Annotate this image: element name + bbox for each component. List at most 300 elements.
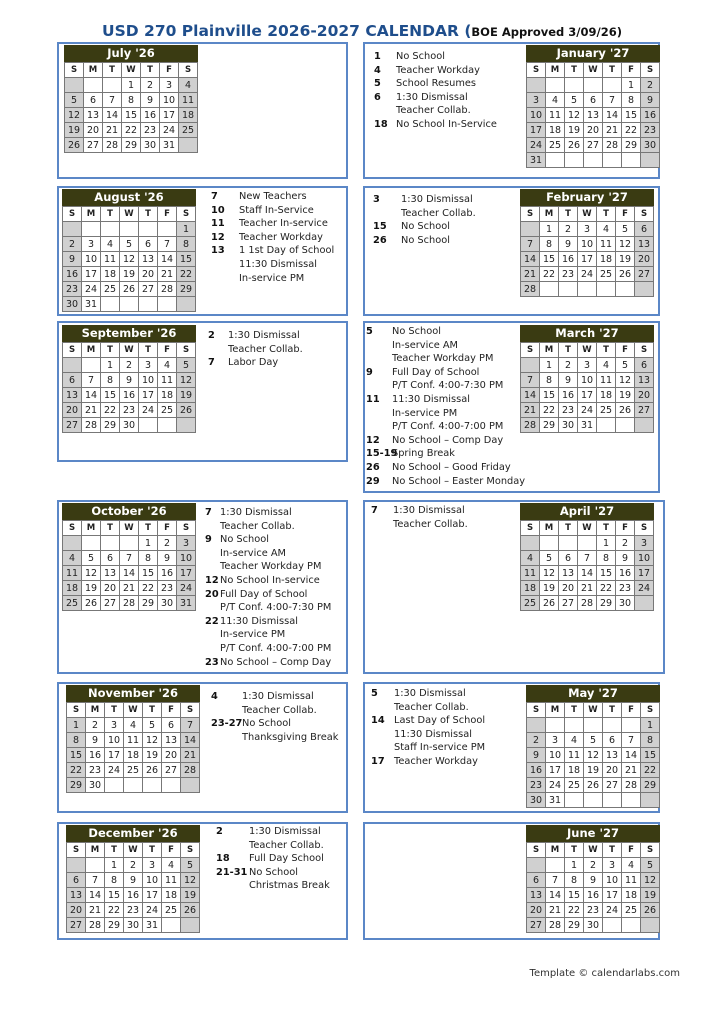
- day-cell: 21: [603, 123, 622, 138]
- note-text: Christmas Break: [249, 880, 330, 892]
- day-cell: 2: [559, 222, 578, 237]
- day-cell: 20: [603, 763, 622, 778]
- day-cell: 22: [122, 123, 141, 138]
- day-cell: 18: [546, 123, 565, 138]
- calendar-jan27: [526, 45, 660, 168]
- day-cell: 5: [584, 733, 603, 748]
- weekday-header: S: [521, 207, 540, 222]
- note-text: Staff In-Service: [239, 204, 314, 216]
- day-cell: 3: [139, 358, 158, 373]
- empty-day-cell: [603, 793, 622, 808]
- calendar-jun27: [526, 825, 660, 933]
- weekday-header: M: [540, 207, 559, 222]
- note-date: [374, 104, 396, 118]
- day-cell: 29: [540, 418, 559, 433]
- day-cell: 8: [177, 237, 196, 252]
- month-title: January '27: [526, 45, 660, 62]
- empty-day-cell: [521, 536, 540, 551]
- day-cell: 2: [616, 536, 635, 551]
- note-line: [208, 343, 303, 357]
- empty-day-cell: [177, 297, 196, 312]
- note-text: Teacher In-service: [239, 218, 328, 230]
- day-cell: 5: [65, 93, 84, 108]
- day-cell: 14: [603, 108, 622, 123]
- calendar-may27: [526, 685, 660, 808]
- day-cell: 24: [177, 581, 196, 596]
- note-text: 1:30 Dismissal: [220, 507, 292, 518]
- note-date: 26: [366, 461, 380, 473]
- calendar-dec26: [66, 825, 200, 933]
- day-cell: 25: [179, 123, 198, 138]
- day-cell: 14: [86, 888, 105, 903]
- empty-day-cell: [565, 153, 584, 168]
- day-cell: 28: [181, 763, 200, 778]
- note-text: Teacher Collab.: [393, 518, 468, 530]
- day-cell: 23: [616, 581, 635, 596]
- day-cell: 17: [143, 888, 162, 903]
- empty-day-cell: [597, 282, 616, 297]
- empty-day-cell: [84, 78, 103, 93]
- note-text: Full Day of School: [220, 588, 308, 600]
- day-cell: 30: [124, 918, 143, 933]
- day-cell: 11: [597, 237, 616, 252]
- day-cell: 3: [105, 718, 124, 733]
- note-date: 7: [205, 507, 212, 518]
- empty-day-cell: [565, 718, 584, 733]
- day-cell: 9: [158, 551, 177, 566]
- day-cell: 20: [63, 403, 82, 418]
- empty-day-cell: [559, 282, 578, 297]
- note-text: Teacher Collab.: [394, 701, 469, 713]
- note-text: No School: [396, 51, 445, 62]
- day-cell: 29: [597, 596, 616, 611]
- note-line: [211, 717, 338, 731]
- day-cell: 26: [177, 403, 196, 418]
- day-cell: 12: [641, 873, 660, 888]
- day-cell: 12: [143, 733, 162, 748]
- weekday-header: M: [86, 703, 105, 718]
- note-date: 18: [374, 118, 388, 130]
- note-text: Labor Day: [228, 357, 279, 369]
- weekday-header: T: [101, 343, 120, 358]
- day-cell: 8: [597, 551, 616, 566]
- day-cell: 10: [160, 93, 179, 108]
- day-cell: 27: [101, 596, 120, 611]
- day-cell: 9: [63, 252, 82, 267]
- note-date: [205, 560, 220, 574]
- empty-day-cell: [540, 282, 559, 297]
- day-cell: 24: [139, 403, 158, 418]
- empty-day-cell: [546, 718, 565, 733]
- note-line: [205, 574, 331, 588]
- day-cell: 7: [622, 733, 641, 748]
- day-cell: 21: [103, 123, 122, 138]
- day-cell: 7: [181, 718, 200, 733]
- weekday-header: W: [124, 843, 143, 858]
- weekday-header: T: [559, 207, 578, 222]
- note-line: [366, 366, 525, 380]
- empty-day-cell: [565, 793, 584, 808]
- empty-day-cell: [181, 778, 200, 793]
- note-line: [366, 434, 525, 448]
- empty-day-cell: [101, 297, 120, 312]
- day-cell: 27: [527, 918, 546, 933]
- day-cell: 14: [181, 733, 200, 748]
- day-cell: 13: [84, 108, 103, 123]
- note-date: 20: [205, 588, 219, 600]
- empty-day-cell: [622, 793, 641, 808]
- day-cell: 4: [63, 551, 82, 566]
- day-cell: 9: [120, 373, 139, 388]
- day-cell: 25: [565, 778, 584, 793]
- note-date: [216, 839, 249, 853]
- note-date: 11: [211, 218, 225, 230]
- month-title: April '27: [520, 503, 654, 520]
- note-line: [366, 447, 525, 461]
- day-cell: 22: [622, 123, 641, 138]
- empty-day-cell: [124, 778, 143, 793]
- day-cell: 12: [616, 373, 635, 388]
- day-cell: 25: [124, 763, 143, 778]
- day-cell: 27: [67, 918, 86, 933]
- note-line: [373, 207, 476, 221]
- note-text: Staff In-service PM: [394, 742, 486, 754]
- day-cell: 24: [546, 778, 565, 793]
- day-cell: 16: [559, 252, 578, 267]
- day-cell: 23: [124, 903, 143, 918]
- day-cell: 2: [124, 858, 143, 873]
- note-text: In-service PM: [239, 272, 305, 284]
- note-date: [211, 258, 239, 272]
- empty-day-cell: [65, 78, 84, 93]
- note-line: [211, 731, 338, 745]
- day-cell: 6: [139, 237, 158, 252]
- note-date: [371, 728, 394, 742]
- day-cell: 16: [616, 566, 635, 581]
- note-line: [371, 714, 485, 728]
- note-date: 23: [205, 656, 219, 668]
- day-cell: 14: [546, 888, 565, 903]
- day-cell: 16: [158, 566, 177, 581]
- note-text: No School: [220, 534, 269, 546]
- note-text: No School In-service: [220, 574, 320, 586]
- empty-day-cell: [635, 596, 654, 611]
- weekday-header: M: [546, 63, 565, 78]
- note-text: Teacher Workday: [239, 231, 323, 243]
- weekday-header: W: [584, 843, 603, 858]
- day-cell: 31: [143, 918, 162, 933]
- note-text: In-service PM: [220, 629, 286, 641]
- day-cell: 7: [546, 873, 565, 888]
- note-line: [366, 379, 525, 393]
- calendar-mar27: [520, 325, 654, 433]
- weekday-header: W: [578, 521, 597, 536]
- day-cell: 16: [63, 267, 82, 282]
- weekday-header: T: [141, 63, 160, 78]
- day-cell: 9: [641, 93, 660, 108]
- day-cell: 4: [622, 858, 641, 873]
- note-line: [211, 244, 334, 258]
- note-date: 23-27: [211, 718, 243, 730]
- day-cell: 12: [65, 108, 84, 123]
- day-cell: 16: [141, 108, 160, 123]
- empty-day-cell: [603, 718, 622, 733]
- day-cell: 26: [65, 138, 84, 153]
- day-cell: 20: [635, 252, 654, 267]
- note-text: No School In-Service: [396, 118, 497, 130]
- day-cell: 31: [527, 153, 546, 168]
- day-cell: 2: [527, 733, 546, 748]
- day-cell: 26: [82, 596, 101, 611]
- note-line: [205, 533, 331, 547]
- note-text: Teacher Collab.: [249, 839, 324, 851]
- note-line: [211, 204, 334, 218]
- day-cell: 7: [521, 373, 540, 388]
- day-cell: 8: [540, 237, 559, 252]
- weekday-header: T: [565, 703, 584, 718]
- note-date: [366, 379, 392, 393]
- day-cell: 10: [578, 237, 597, 252]
- day-cell: 17: [82, 267, 101, 282]
- empty-day-cell: [559, 536, 578, 551]
- day-cell: 22: [540, 403, 559, 418]
- empty-day-cell: [641, 153, 660, 168]
- day-cell: 23: [527, 778, 546, 793]
- empty-day-cell: [616, 282, 635, 297]
- weekday-header: S: [527, 703, 546, 718]
- day-cell: 30: [86, 778, 105, 793]
- empty-day-cell: [158, 297, 177, 312]
- day-cell: 17: [578, 388, 597, 403]
- note-text: 11:30 Dismissal: [394, 728, 472, 740]
- note-date: [211, 272, 239, 286]
- day-cell: 10: [546, 748, 565, 763]
- note-text: P/T Conf. 4:00-7:00 PM: [392, 421, 504, 433]
- note-line: [374, 104, 497, 118]
- day-cell: 27: [603, 778, 622, 793]
- empty-day-cell: [86, 858, 105, 873]
- note-line: [205, 506, 331, 520]
- day-cell: 17: [177, 566, 196, 581]
- day-cell: 18: [597, 388, 616, 403]
- month-grid: [64, 62, 198, 153]
- month-grid: [526, 842, 660, 933]
- empty-day-cell: [527, 858, 546, 873]
- day-cell: 25: [162, 903, 181, 918]
- day-cell: 24: [160, 123, 179, 138]
- weekday-header: F: [158, 521, 177, 536]
- weekday-header: S: [641, 63, 660, 78]
- day-cell: 5: [540, 551, 559, 566]
- day-cell: 31: [177, 596, 196, 611]
- note-text: Full Day School: [249, 853, 324, 865]
- day-cell: 15: [101, 388, 120, 403]
- empty-day-cell: [162, 918, 181, 933]
- day-cell: 3: [578, 358, 597, 373]
- note-date: [366, 352, 392, 366]
- note-line: [366, 461, 525, 475]
- day-cell: 18: [101, 267, 120, 282]
- note-date: 11: [366, 393, 380, 405]
- day-cell: 11: [597, 373, 616, 388]
- note-text: Last Day of School: [394, 715, 486, 727]
- day-cell: 10: [527, 108, 546, 123]
- note-date: 2: [216, 826, 223, 837]
- weekday-header: F: [158, 343, 177, 358]
- day-cell: 3: [546, 733, 565, 748]
- note-text: Teacher Collab.: [396, 105, 471, 117]
- day-cell: 30: [63, 297, 82, 312]
- note-line: [371, 687, 485, 701]
- note-date: [216, 879, 249, 893]
- day-cell: 9: [559, 237, 578, 252]
- note-text: 1:30 Dismissal: [393, 505, 465, 516]
- day-cell: 29: [622, 138, 641, 153]
- note-text: 11:30 Dismissal: [220, 615, 298, 627]
- day-cell: 3: [177, 536, 196, 551]
- day-cell: 17: [546, 763, 565, 778]
- day-cell: 3: [160, 78, 179, 93]
- note-line: [216, 879, 330, 893]
- note-line: [211, 231, 334, 245]
- note-date: [366, 420, 392, 434]
- empty-day-cell: [521, 222, 540, 237]
- day-cell: 24: [143, 903, 162, 918]
- day-cell: 5: [616, 358, 635, 373]
- empty-day-cell: [162, 778, 181, 793]
- note-text: Teacher Collab.: [220, 520, 295, 532]
- weekday-header: W: [120, 521, 139, 536]
- day-cell: 15: [67, 748, 86, 763]
- day-cell: 6: [63, 373, 82, 388]
- day-cell: 13: [162, 733, 181, 748]
- weekday-header: F: [616, 343, 635, 358]
- note-line: [211, 690, 338, 704]
- empty-day-cell: [578, 282, 597, 297]
- note-date: 3: [373, 194, 380, 205]
- calendar-jul26: [64, 45, 198, 153]
- empty-day-cell: [139, 418, 158, 433]
- note-date: 4: [374, 64, 381, 76]
- weekday-header: S: [635, 207, 654, 222]
- day-cell: 8: [67, 733, 86, 748]
- weekday-header: S: [181, 843, 200, 858]
- day-cell: 17: [527, 123, 546, 138]
- day-cell: 14: [103, 108, 122, 123]
- day-cell: 30: [527, 793, 546, 808]
- day-cell: 24: [603, 903, 622, 918]
- day-cell: 9: [559, 373, 578, 388]
- weekday-header: M: [84, 63, 103, 78]
- weekday-header: W: [584, 63, 603, 78]
- note-text: In-service PM: [392, 407, 458, 419]
- day-cell: 17: [105, 748, 124, 763]
- day-cell: 19: [616, 252, 635, 267]
- title-main: USD 270 Plainville 2026-2027 CALENDAR (: [102, 22, 472, 40]
- weekday-header: T: [105, 703, 124, 718]
- weekday-header: F: [616, 521, 635, 536]
- note-line: [366, 352, 525, 366]
- weekday-header: S: [521, 343, 540, 358]
- day-cell: 14: [521, 252, 540, 267]
- note-line: [211, 704, 338, 718]
- day-cell: 22: [565, 903, 584, 918]
- day-cell: 21: [546, 903, 565, 918]
- page-title: [0, 22, 724, 40]
- month-grid: [62, 342, 196, 433]
- note-text: Spring Break: [392, 448, 455, 460]
- day-cell: 5: [120, 237, 139, 252]
- day-cell: 8: [565, 873, 584, 888]
- day-cell: 24: [82, 282, 101, 297]
- empty-day-cell: [603, 153, 622, 168]
- weekday-header: T: [101, 521, 120, 536]
- weekday-header: S: [641, 843, 660, 858]
- note-text: No School: [392, 326, 441, 337]
- day-cell: 21: [158, 267, 177, 282]
- day-cell: 13: [603, 748, 622, 763]
- day-cell: 9: [616, 551, 635, 566]
- weekday-header: W: [120, 343, 139, 358]
- day-cell: 26: [120, 282, 139, 297]
- day-cell: 19: [565, 123, 584, 138]
- day-cell: 13: [584, 108, 603, 123]
- note-line: [366, 420, 525, 434]
- weekday-header: S: [177, 521, 196, 536]
- weekday-header: W: [120, 207, 139, 222]
- note-line: [366, 407, 525, 421]
- day-cell: 16: [584, 888, 603, 903]
- day-cell: 13: [527, 888, 546, 903]
- weekday-header: S: [63, 521, 82, 536]
- weekday-header: M: [540, 521, 559, 536]
- weekday-header: M: [546, 703, 565, 718]
- day-cell: 6: [84, 93, 103, 108]
- day-cell: 27: [139, 282, 158, 297]
- note-date: [205, 601, 220, 615]
- day-cell: 31: [546, 793, 565, 808]
- day-cell: 12: [565, 108, 584, 123]
- day-cell: 26: [616, 267, 635, 282]
- day-cell: 20: [67, 903, 86, 918]
- month-title: March '27: [520, 325, 654, 342]
- note-date: 5: [371, 688, 378, 699]
- note-date: 9: [205, 534, 212, 546]
- day-cell: 19: [181, 888, 200, 903]
- day-cell: 14: [622, 748, 641, 763]
- note-text: 11:30 Dismissal: [392, 393, 470, 405]
- note-date: 5: [374, 78, 381, 90]
- note-text: No School – Comp Day: [220, 656, 332, 668]
- day-cell: 28: [86, 918, 105, 933]
- day-cell: 19: [616, 388, 635, 403]
- day-cell: 5: [143, 718, 162, 733]
- day-cell: 10: [139, 373, 158, 388]
- note-line: [211, 190, 334, 204]
- day-cell: 31: [82, 297, 101, 312]
- note-date: 2: [208, 330, 215, 341]
- day-cell: 6: [584, 93, 603, 108]
- note-line: [366, 475, 525, 489]
- empty-day-cell: [139, 222, 158, 237]
- day-cell: 7: [82, 373, 101, 388]
- empty-day-cell: [641, 918, 660, 933]
- day-cell: 7: [521, 237, 540, 252]
- note-text: No School – Comp Day: [392, 434, 504, 446]
- day-cell: 1: [67, 718, 86, 733]
- weekday-header: T: [559, 521, 578, 536]
- empty-day-cell: [546, 153, 565, 168]
